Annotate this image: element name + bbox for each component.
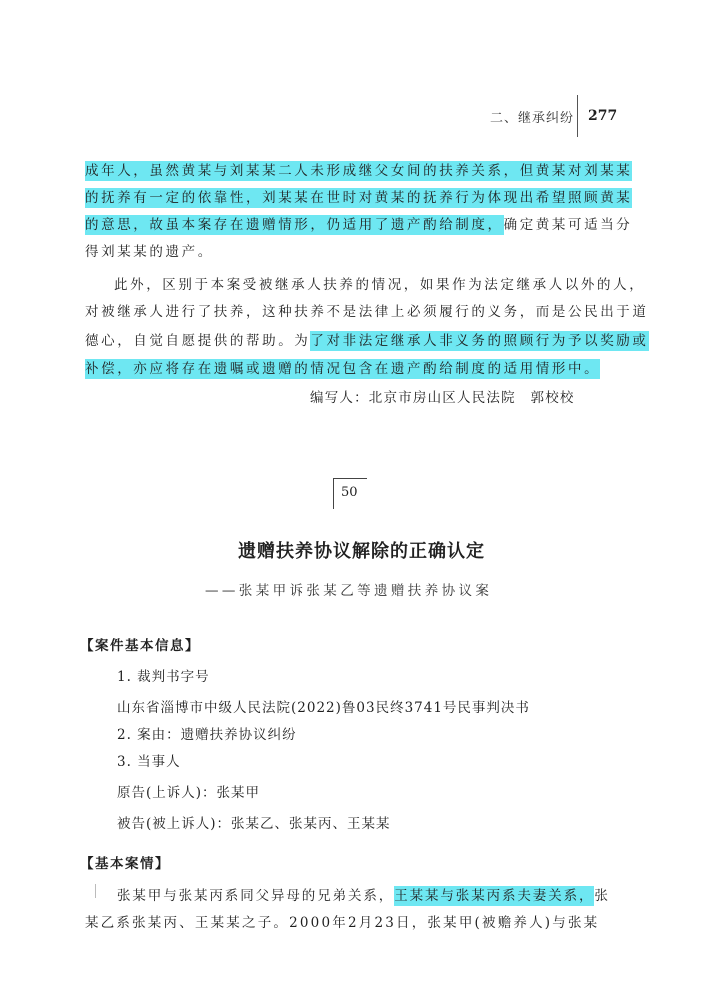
info-item: 2. 案由：遗赠扶养协议纠纷 xyxy=(117,727,297,743)
margin-mark xyxy=(95,884,96,898)
running-header-section: 二、继承纠纷 xyxy=(490,111,575,126)
paragraph-line: 得刘某某的遗产。 xyxy=(85,244,214,260)
paragraph-line xyxy=(117,884,610,908)
paragraph-line xyxy=(85,329,649,353)
defendant-line: 被告(被上诉人)：张某乙、张某丙、王某某 xyxy=(117,816,391,832)
highlighted-text: 的意思，故虽本案存在遗赠情形，仍适用了遗产酌给制度， xyxy=(85,217,504,233)
header-divider xyxy=(577,95,578,137)
info-item: 1. 裁判书字号 xyxy=(117,669,210,685)
highlighted-text: 成年人，虽然黄某与刘某某二人未形成继父女间的扶养关系，但黄某对刘某某 xyxy=(85,163,633,179)
highlighted-text: 补偿，亦应将存在遗嘱或遗赠的情况包含在遗产酌给制度的适用情形中。 xyxy=(85,361,601,377)
case-title: 遗赠扶养协议解除的正确认定 xyxy=(238,541,485,562)
case-subtitle: ——张某甲诉张某乙等遗赠扶养协议案 xyxy=(205,583,493,599)
paragraph-line xyxy=(85,357,600,381)
author-line: 编写人：北京市房山区人民法院 郭校校 xyxy=(310,390,575,406)
highlighted-text: 王某某与张某丙系夫妻关系， xyxy=(394,888,595,904)
page-number: 277 xyxy=(588,108,618,124)
body-text: 张某甲与张某丙系同父异母的兄弟关系， xyxy=(117,888,395,904)
body-text: 张 xyxy=(594,888,610,904)
body-text: 确定黄某可适当分 xyxy=(503,217,633,233)
paragraph-line xyxy=(85,159,632,183)
plaintiff-line: 原告(上诉人)：张某甲 xyxy=(117,785,261,801)
case-number: 50 xyxy=(341,485,358,500)
section-heading-basic-facts: 【基本案情】 xyxy=(80,856,170,872)
section-heading-basic-info: 【案件基本信息】 xyxy=(80,638,200,654)
paragraph-line xyxy=(85,186,632,210)
paragraph-line: 此外，区别于本案受被继承人扶养的情况，如果作为法定继承人以外的人， xyxy=(114,277,646,293)
body-text: 德心，自觉自愿提供的帮助。为 xyxy=(85,333,311,349)
highlighted-text: 的抚养有一定的依靠性，刘某某在世时对黄某的抚养行为体现出希望照顾黄某 xyxy=(85,190,633,206)
paragraph-line: 对被继承人进行了扶养，这种扶养不是法律上必须履行的义务，而是公民出于道 xyxy=(85,304,649,320)
paragraph-line xyxy=(85,213,632,237)
info-item: 3. 当事人 xyxy=(117,754,181,770)
paragraph-line: 某乙系张某丙、王某某之子。2000年2月23日，张某甲(被赡养人)与张某 xyxy=(85,915,600,931)
judgment-number: 山东省淄博市中级人民法院(2022)鲁03民终3741号民事判决书 xyxy=(117,700,530,716)
highlighted-text: 了对非法定继承人非义务的照顾行为予以奖励或 xyxy=(310,333,649,349)
